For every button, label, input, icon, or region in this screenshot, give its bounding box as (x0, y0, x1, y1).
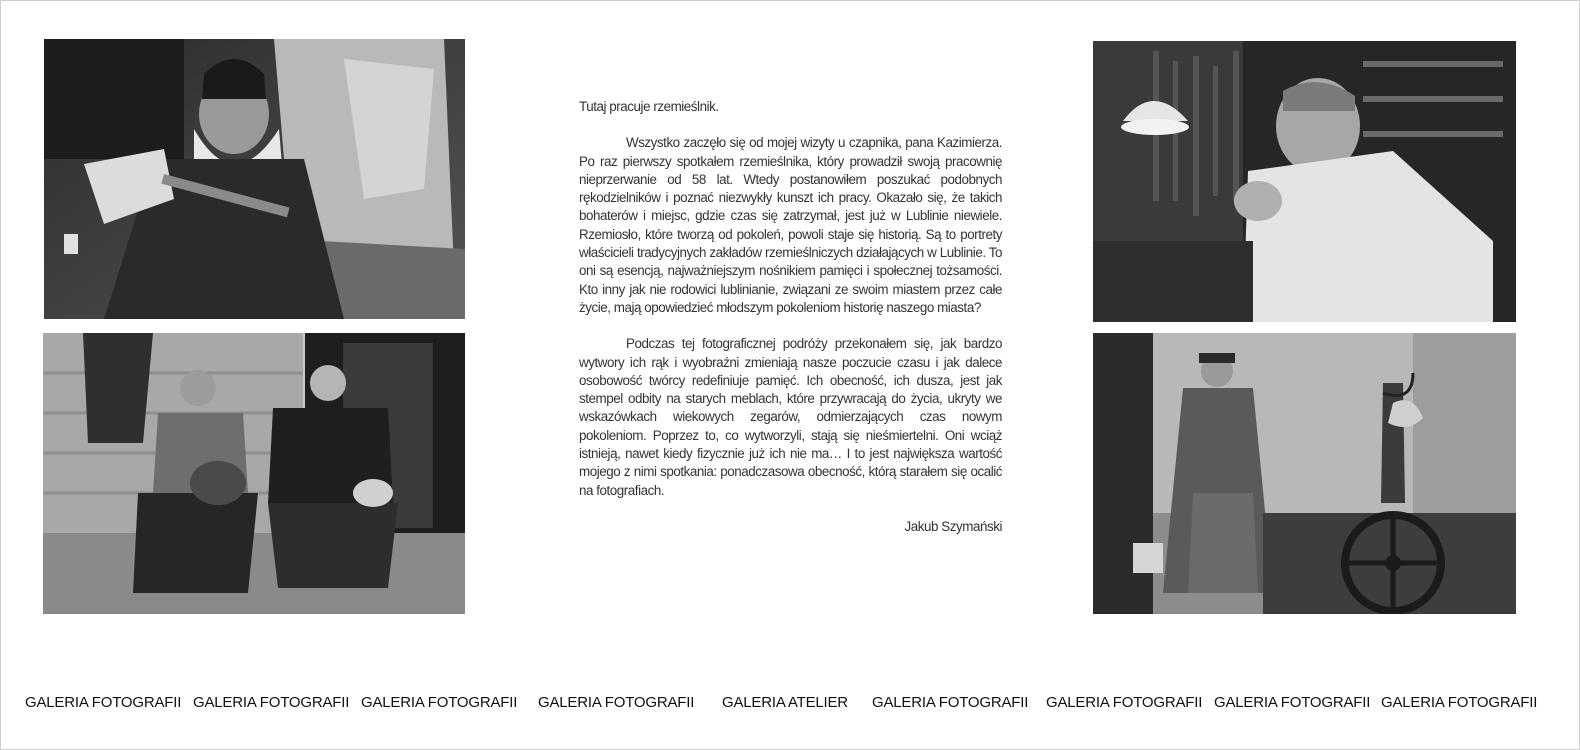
footer-label-galeria-atelier: GALERIA ATELIER (722, 694, 848, 711)
photo-potters (43, 333, 465, 614)
footer-label-galeria-fotografii: GALERIA FOTOGRAFII (193, 694, 350, 711)
footer-label-galeria-fotografii: GALERIA FOTOGRAFII (1214, 694, 1371, 711)
article-paragraph-1: Wszystko zaczęło się od mojej wizyty u czapnika, pana Kazimierza. Po raz pierwszy spotkałem rzemieślnika, który prowadził swoją pracownię nieprzerwanie od 58 lat. Wtedy postanowiłem poszukać podobnych rękodzielników i poznać niezwykły kunszt ich pracy. Okazało się, że takich bohaterów i miejsc, gdzie czas się zatrzymał, jest już w Lublinie niewiele. Rzemiosło, które tworzą od pokoleń, powoli staje się historią. Są to portrety właścicieli tradycyjnych zakładów rzemieślniczych działających w Lublinie. To oni są esencją, najważniejszym nośnikiem pamięci i społecznej tożsamości. Kto inny jak nie rodowici lublinianie, związani ze swoim miastem przez całe życie, mają opowiedzieć młodszym pokoleniom historię naszego miasta? (579, 135, 1002, 315)
author-signature: Jakub Szymański (904, 518, 1002, 534)
footer-label-galeria-fotografii: GALERIA FOTOGRAFII (1046, 694, 1203, 711)
footer-label-galeria-fotografii: GALERIA FOTOGRAFII (25, 694, 182, 711)
footer-gallery-labels (0, 694, 1580, 714)
article-intro: Tutaj pracuje rzemieślnik. (579, 99, 719, 114)
footer-label-galeria-fotografii: GALERIA FOTOGRAFII (1381, 694, 1538, 711)
article-text (579, 98, 1002, 536)
photo-woodcarver (44, 39, 465, 319)
article-paragraph-2: Podczas tej fotograficznej podróży przekonałem się, jak bardzo wytwory ich rąk i wyobraźni zmieniają nasze poczucie czasu i jak dalece osobowość twórcy redefiniuje pamięć. Ich obecność, ich dusza, jest jak stempel odbity na starych meblach, które przywracają do życia, ukryty we wskazówkach wiekowych zegarów, odmierzających czas nowym pokoleniom. Poprzez to, co wytworzyli, stają się nieśmiertelni. Oni wciąż istnieją, nawet kiedy fizycznie już ich nie ma… I to jest największa wartość mojego z nimi spotkania: ponadczasowa obecność, którą starałem się ocalić na fotografiach. (579, 336, 1002, 498)
footer-label-galeria-fotografii: GALERIA FOTOGRAFII (538, 694, 695, 711)
photo-blacksmith (1093, 333, 1516, 614)
photo-watchmaker (1093, 41, 1516, 322)
footer-label-galeria-fotografii: GALERIA FOTOGRAFII (872, 694, 1029, 711)
footer-label-galeria-fotografii: GALERIA FOTOGRAFII (361, 694, 518, 711)
